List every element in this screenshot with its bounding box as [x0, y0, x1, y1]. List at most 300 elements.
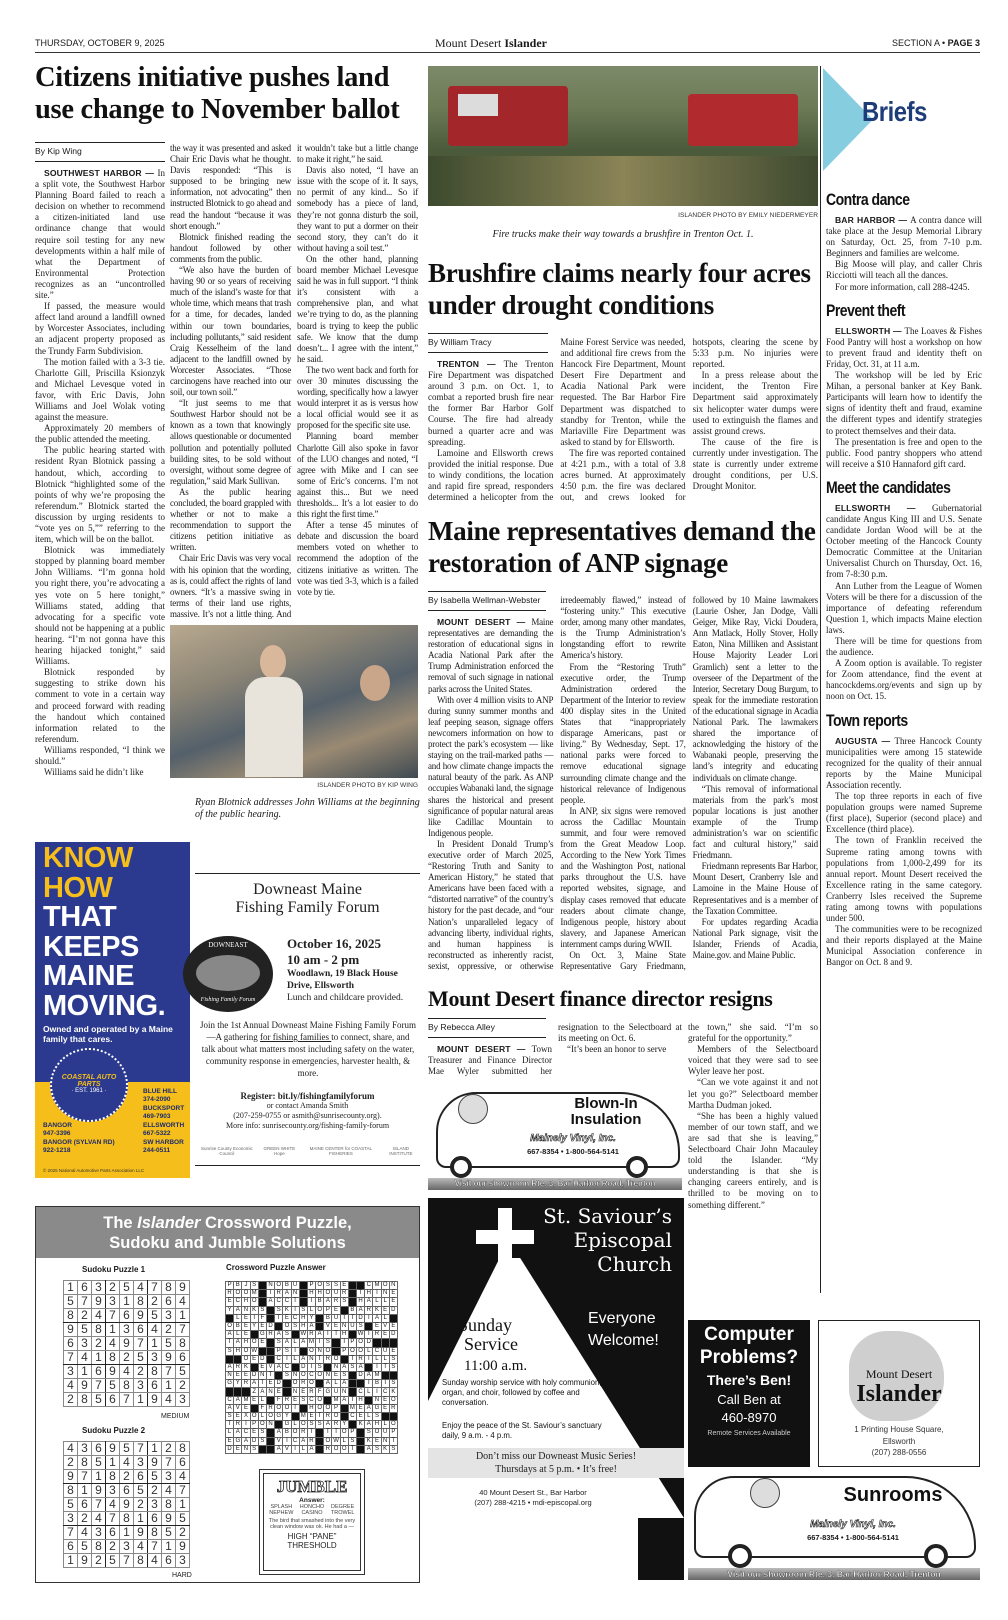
crossword-cell: S — [275, 1339, 283, 1347]
crossword-cell: A — [365, 1372, 373, 1380]
st-saviours-church-ad[interactable] — [428, 1198, 684, 1580]
sudoku-cell: 1 — [78, 1484, 92, 1498]
crossword-black-cell — [316, 1445, 324, 1453]
crossword-cell: L — [307, 1306, 315, 1314]
crossword-cell: C — [366, 1282, 371, 1289]
paragraph: A Zoom option is available. To register for Zoom attendance, find the event at hancockdems.org/events and sign up by noon on Oct. 15. — [826, 658, 982, 702]
crossword-cell: P — [332, 1404, 340, 1412]
paragraph: In President Donald Trump’s executive order of March 2025, “Restoring Truth and Sanity to American History,” he stated that Americans have been faced with a “distorted narrative” of the country’s history for the past decade, and “our Nation’s unparalleled legacy of advancing liberty, individual rights, and human happiness is reconstructed as inherently racist, sexist, oppressive, or otherwise irredeemably flawed,” instead of “fostering unity.” This executive order, among many other mandates, is the Trump Administration’s longstanding effort to rewrite America’s history. — [428, 595, 686, 971]
fishing-title-2: Fishing Family Forum — [235, 899, 380, 916]
crossword-cell: U — [382, 1429, 388, 1436]
masthead-name: Islander — [504, 36, 548, 50]
crossword-cell: O — [317, 1404, 322, 1411]
fire-truck — [688, 94, 798, 146]
paragraph — [826, 736, 982, 791]
crossword-cell: E — [307, 1413, 315, 1421]
dateline: MOUNT DESERT — — [437, 1044, 532, 1054]
crossword-cell: C — [235, 1298, 240, 1305]
crossword-cell: S — [389, 1355, 397, 1363]
sudoku-cell: 2 — [148, 1295, 162, 1309]
crossword-cell: R — [325, 1445, 331, 1452]
napa-headline-line: KNOW — [43, 842, 133, 874]
article-columns — [428, 595, 818, 979]
crossword-cell: C — [309, 1372, 314, 1379]
crossword-cell: O — [284, 1323, 290, 1330]
sudoku-cell: 9 — [148, 1393, 162, 1407]
crossword-cell: D — [366, 1339, 371, 1346]
church-contact[interactable]: (207) 288-4215 • mdi-episcopal.org — [474, 1498, 592, 1507]
sudoku-cell: 1 — [106, 1456, 120, 1470]
sudoku-cell: 3 — [134, 1379, 148, 1393]
crossword-cell: L — [381, 1298, 389, 1306]
showroom-banner: Visit our showroom Rte. 3, Bar Harbor Road, Trenton — [688, 1568, 980, 1580]
crossword-cell: A — [275, 1445, 283, 1453]
crossword-cell: D — [251, 1372, 257, 1379]
crossword-cell: E — [242, 1372, 250, 1380]
crossword-cell: E — [389, 1322, 397, 1330]
crossword-cell: I — [381, 1380, 389, 1388]
crossword-row — [226, 1355, 398, 1363]
sudoku-cell: 6 — [162, 1295, 176, 1309]
masthead-pre: Mount Desert — [435, 36, 505, 50]
crossword-cell: R — [309, 1388, 314, 1395]
sudoku-row — [64, 1323, 190, 1337]
crossword-cell: C — [284, 1363, 290, 1370]
sudoku-cell: 6 — [176, 1456, 190, 1470]
church-name: Church — [597, 1252, 672, 1276]
sudoku-cell: 7 — [92, 1498, 106, 1512]
crossword-cell: N — [292, 1388, 298, 1395]
article-columns — [428, 1022, 682, 1084]
section-label: SECTION A — [891, 38, 940, 48]
crossword-cell: O — [341, 1445, 347, 1452]
crossword-black-cell — [299, 1404, 307, 1412]
sudoku-cell: 4 — [120, 1456, 134, 1470]
sudoku-row — [64, 1442, 190, 1456]
crossword-cell: S — [283, 1372, 291, 1380]
byline: By Isabella Wellman-Webster — [428, 591, 546, 611]
sudoku-cell: 8 — [120, 1512, 134, 1526]
crossword-cell: R — [325, 1355, 331, 1362]
crossword-cell: R — [366, 1306, 371, 1313]
crossword-cell: Y — [250, 1322, 258, 1330]
crossword-cell: S — [373, 1413, 381, 1421]
dateline: ELLSWORTH — — [835, 325, 905, 336]
paragraph-text: In a split vote, the Southwest Harbor Planning Board failed to reach a decision on whether to recommend a citizen-initiated land use ordinance change that would require soil testing for any new developments within a half mile of what the Department of Environmental Protection recognizes as an “uncontrolled site.” — [35, 168, 165, 301]
dateline: SOUTHWEST HARBOR — — [44, 168, 158, 178]
napa-headline — [43, 844, 165, 1021]
driver-icon — [458, 1094, 488, 1124]
sudoku-cell: 1 — [148, 1442, 162, 1456]
crossword-row — [226, 1396, 398, 1404]
crossword-black-cell — [283, 1380, 291, 1388]
paragraph: Davis also noted, “I have an issue with the scope of it. It says, no permit of any kind... So if somebody has a piece of land, they’re not gonna disturb the soil, they want to put a dormer on their second story, they can’t do it without having a soil test.” — [297, 165, 418, 253]
crossword-black-cell — [316, 1437, 324, 1445]
crossword-row — [226, 1372, 398, 1380]
photo-caption: Ryan Blotnick addresses John Williams at the beginning of the public hearing. — [195, 797, 420, 820]
store-phone: 469-7903 — [143, 1112, 171, 1120]
fire-trucks-photo — [428, 66, 818, 206]
sudoku-cell: 8 — [64, 1484, 78, 1498]
computer-problems-ad[interactable] — [688, 1320, 810, 1467]
crossword-cell: C — [374, 1347, 380, 1354]
crossword-cell: H — [317, 1290, 322, 1297]
title-part: The — [103, 1214, 138, 1232]
crossword-cell: A — [283, 1290, 291, 1298]
sudoku-cell: 5 — [78, 1540, 92, 1554]
crossword-black-cell — [365, 1363, 373, 1371]
jumble-logo: JUMBLE — [276, 1477, 348, 1496]
sudoku-cell: 8 — [134, 1295, 148, 1309]
crossword-cell: A — [275, 1331, 283, 1339]
crossword-cell: T — [381, 1363, 389, 1371]
paragraph: “Can we vote against it and not let you go?” Selectboard member Martha Dudman joked. — [688, 1077, 818, 1110]
napa-headline-line: MAINE — [43, 960, 134, 992]
crossword-black-cell — [357, 1282, 365, 1290]
sudoku-cell: 8 — [148, 1526, 162, 1540]
register-link[interactable]: Register: bit.ly/fishingfamilyforum — [240, 1091, 375, 1101]
crossword-black-cell — [357, 1445, 365, 1453]
crossword-cell: O — [292, 1429, 298, 1436]
paragraph: On the other hand, planning board member Michael Levesque said he was in full support. “I think it’s consistent with a comprehensive plan, and what we’re trying to do, as the planning board is trying to keep the public safe. We know that the dump doesn’t... I agree with the intent,” he said. — [297, 253, 418, 364]
crossword-row — [226, 1380, 398, 1388]
crossword-black-cell — [381, 1413, 389, 1421]
store-location — [43, 1122, 72, 1137]
paragraph: Members of the Selectboard voiced that they were sad to see Wyler leave her post. — [688, 1044, 818, 1077]
crossword-cell: E — [291, 1396, 299, 1404]
crossword-cell: X — [242, 1413, 250, 1421]
crossword-black-cell — [291, 1331, 299, 1339]
crossword-cell: A — [365, 1298, 373, 1306]
sudoku-cell: 7 — [120, 1393, 134, 1407]
paragraph-text: The Trenton Fire Department was dispatched around 3 p.m. on Oct. 1, to combat a reported brush fire near the former Bar Harbor Golf Course. The fire had already burned a quarter acre and was spreading. — [428, 359, 554, 447]
ad-title: Insulation — [570, 1111, 642, 1128]
crossword-cell: U — [292, 1282, 298, 1289]
crossword-cell: N — [325, 1372, 331, 1379]
crossword-cell: T — [357, 1290, 365, 1298]
sudoku-cell: 8 — [92, 1540, 106, 1554]
crossword-cell: O — [243, 1355, 249, 1362]
crossword-cell: L — [258, 1413, 266, 1421]
crossword-cell: E — [381, 1396, 389, 1404]
sudoku-cell: 1 — [162, 1540, 176, 1554]
crossword-row — [226, 1445, 398, 1453]
crossword-cell: A — [299, 1339, 307, 1347]
sudoku-cell: 6 — [134, 1470, 148, 1484]
article-columns — [170, 143, 418, 621]
sudoku-cell: 4 — [64, 1442, 78, 1456]
sudoku-cell: 3 — [64, 1512, 78, 1526]
crossword-cell: P — [348, 1429, 356, 1437]
crossword-cell: O — [251, 1339, 257, 1346]
address: Ellsworth — [882, 1436, 916, 1446]
sudoku-cell: 2 — [120, 1470, 134, 1484]
crossword-cell: D — [276, 1380, 281, 1387]
crossword-cell: L — [226, 1429, 234, 1437]
sudoku-row — [64, 1456, 190, 1470]
crossword-cell: O — [350, 1347, 355, 1354]
crossword-cell: A — [242, 1437, 250, 1445]
crossword-black-cell — [299, 1298, 307, 1306]
crossword-cell: H — [358, 1396, 363, 1403]
crossword-cell: S — [340, 1372, 348, 1380]
crossword-black-cell — [275, 1372, 283, 1380]
sudoku-cell: 9 — [162, 1512, 176, 1526]
crossword-cell: A — [307, 1445, 315, 1453]
sudoku-cell: 9 — [106, 1442, 120, 1456]
sudoku-row — [64, 1295, 190, 1309]
photo-credit: ISLANDER PHOTO BY KIP WING — [317, 782, 418, 789]
crossword-cell: I — [266, 1290, 274, 1298]
crossword-cell: E — [357, 1404, 365, 1412]
byline-spacer — [428, 1022, 552, 1044]
paragraph: The fire was reported contained at 4:21 p.m., with a total of 3.8 acres burned. At approximately 4:50 p.m. the fire was declared out, and crews looked for hotspots, clearing the scene by 5:33 p.m. No injuries were reported. — [560, 337, 818, 503]
crossword-cell: S — [250, 1445, 258, 1453]
ad-line: Call Ben at — [717, 1392, 781, 1407]
crossword-cell: E — [332, 1372, 340, 1380]
crossword-cell: R — [358, 1355, 363, 1362]
crossword-black-cell — [316, 1322, 324, 1330]
crossword-cell: S — [283, 1347, 291, 1355]
crossword-black-cell — [226, 1355, 234, 1363]
sudoku-cell: 8 — [106, 1351, 120, 1365]
paragraph: The town of Franklin received the Supreme rating among towns with populations from 1,000-2,499 for its annual report. Mount Desert received the Excellence rating in the same category. Cranberry Isles received the Supreme rating among towns with populations under 500. — [826, 835, 982, 924]
islander-ad[interactable] — [818, 1320, 980, 1467]
crossword-cell: V — [283, 1445, 291, 1453]
crossword-cell: G — [284, 1421, 290, 1428]
sudoku-cell: 8 — [92, 1323, 106, 1337]
crossword-cell: O — [358, 1339, 363, 1346]
sudoku-cell: 7 — [148, 1540, 162, 1554]
crossword-cell: C — [284, 1298, 290, 1305]
sudoku-cell: 6 — [92, 1442, 106, 1456]
crossword-black-cell — [316, 1429, 324, 1437]
crossword-cell: O — [333, 1355, 339, 1362]
crossword-cell: O — [243, 1290, 249, 1297]
sudoku-cell: 5 — [176, 1512, 190, 1526]
photo-caption: Fire trucks make their way towards a brushfire in Trenton Oct. 1. — [492, 229, 754, 240]
wheel-icon — [728, 1544, 752, 1568]
crossword-cell: D — [268, 1323, 273, 1330]
crossword-cell: I — [365, 1355, 373, 1363]
sunrooms-ad[interactable] — [688, 1474, 980, 1580]
crossword-black-cell — [389, 1372, 397, 1380]
crossword-black-cell — [226, 1388, 234, 1396]
crossword-cell: B — [283, 1282, 291, 1290]
crossword-cell: D — [251, 1437, 257, 1444]
sudoku-cell: 4 — [106, 1337, 120, 1351]
sudoku-cell: 6 — [120, 1309, 134, 1323]
crossword-cell: S — [283, 1331, 291, 1339]
desc-link[interactable]: for fishing families — [260, 1032, 332, 1042]
sudoku-cell: 9 — [78, 1379, 92, 1393]
sudoku-row — [64, 1365, 190, 1379]
crossword-cell: O — [251, 1413, 257, 1420]
crossword-cell: O — [276, 1282, 282, 1289]
crossword-cell: B — [324, 1314, 332, 1322]
crossword-cell: H — [243, 1298, 249, 1305]
crossword-cell: I — [365, 1314, 373, 1322]
crossword-cell: S — [316, 1363, 324, 1371]
sudoku-cell: 1 — [78, 1365, 92, 1379]
crossword-cell: T — [324, 1429, 332, 1437]
crossword-cell: S — [250, 1282, 258, 1290]
crossword-cell: R — [268, 1404, 273, 1411]
crossword-cell: L — [373, 1355, 381, 1363]
crossword-cell: S — [299, 1396, 307, 1404]
sudoku-cell: 4 — [92, 1512, 106, 1526]
welcome-text: Everyone — [588, 1310, 656, 1327]
napa-headline-line: HOW — [43, 871, 113, 904]
sudoku-row — [64, 1526, 190, 1540]
sudoku-cell: 7 — [106, 1309, 120, 1323]
paragraph: “This removal of informational materials from the park’s most popular locations is just another example of the Trump administration’s war on scientific fact and cultural history,” said Friedmann. — [692, 783, 818, 861]
sudoku-cell: 7 — [64, 1526, 78, 1540]
article-headline: Citizens initiative pushes land use change to November ballot — [35, 62, 400, 125]
crossword-cell: M — [243, 1396, 249, 1403]
crossword-cell: V — [381, 1322, 389, 1330]
crossword-cell: O — [243, 1347, 249, 1354]
crossword-cell: P — [226, 1282, 234, 1290]
crossword-row — [226, 1298, 398, 1306]
article-column — [688, 1022, 818, 1312]
crossword-row — [226, 1437, 398, 1445]
paragraph: The two went back and forth for over 30 minutes discussing the wording, specifically how a lawyer would interpret it as is versus how a local official would see it as proposed for the specific site use. — [297, 364, 418, 431]
crossword-cell: B — [283, 1429, 291, 1437]
sudoku-cell: 7 — [176, 1323, 190, 1337]
sudoku-cell: 6 — [78, 1281, 92, 1295]
phone-numbers: 667-8354 • 1-800-564-5141 — [807, 1533, 899, 1542]
crossword-cell: T — [291, 1298, 299, 1306]
sudoku-row — [64, 1337, 190, 1351]
brief-heading: Meet the candidates — [826, 478, 951, 497]
page-number: PAGE 3 — [947, 38, 980, 48]
crossword-cell: T — [258, 1380, 266, 1388]
blown-in-insulation-ad[interactable] — [428, 1086, 682, 1190]
crossword-cell: A — [324, 1421, 332, 1429]
crossword-cell: T — [316, 1355, 324, 1363]
title-part: Crossword Puzzle, — [200, 1214, 352, 1232]
crossword-cell: R — [284, 1396, 290, 1403]
sudoku-row — [64, 1540, 190, 1554]
sudoku-cell: 6 — [106, 1393, 120, 1407]
crossword-cell: S — [324, 1282, 332, 1290]
crossword-black-cell — [381, 1339, 389, 1347]
crossword-black-cell — [299, 1290, 307, 1298]
crossword-cell: E — [234, 1445, 242, 1453]
crossword-cell: E — [275, 1388, 283, 1396]
crossword-cell: S — [332, 1282, 340, 1290]
sudoku-cell: 4 — [134, 1540, 148, 1554]
more-info-link[interactable]: More info: sunrisecounty.org/fishing-family-forum — [225, 1121, 390, 1130]
crossword-cell: F — [316, 1388, 324, 1396]
crossword-black-cell — [266, 1429, 274, 1437]
napa-ad[interactable] — [35, 842, 190, 1178]
crossword-black-cell — [266, 1306, 274, 1314]
fishing-title-1: Downeast Maine — [253, 881, 362, 898]
sudoku-cell: 2 — [92, 1337, 106, 1351]
crossword-cell: D — [358, 1372, 363, 1379]
sudoku-cell: 1 — [106, 1323, 120, 1337]
crossword-cell: G — [276, 1413, 282, 1420]
crossword-cell: B — [373, 1380, 381, 1388]
crossword-black-cell — [234, 1388, 242, 1396]
sudoku-cell: 8 — [134, 1554, 148, 1568]
crossword-cell: S — [389, 1363, 397, 1371]
crossword-cell: N — [260, 1372, 265, 1379]
crossword-cell: T — [348, 1445, 356, 1453]
crossword-cell: A — [316, 1331, 324, 1339]
dateline: TRENTON — — [437, 359, 504, 369]
crossword-cell: I — [242, 1421, 250, 1429]
logo-top-text: DOWNEAST — [208, 941, 248, 949]
sudoku-cell: 6 — [162, 1554, 176, 1568]
crossword-cell: O — [325, 1437, 331, 1444]
paragraph: On Oct. 3, Maine State Representative Gary Friedmann, followed by 10 Maine lawmakers (Laurie Osher, Jan Dodge, Valli Geiger, Mike Ray, Vicki Doudera, Ann Matlack, Holly Stover, Holly Eaton, Nina Milliken and Assistant House Majority Leader Lori Gramlich) sent a letter to the overseer of the Department of the Interior, Secretary Doug Burgum, to speak for the immediate restoration of the educational signage in Acadia National Park. The lawmakers shared the importance of acknowledging the history of the Wabanaki people, preserving the land’s integrity and educating individuals on climate change. — [560, 595, 818, 972]
crossword-cell: N — [227, 1372, 232, 1379]
crossword-black-cell — [348, 1298, 356, 1306]
crossword-cell: O — [374, 1429, 380, 1436]
crossword-cell: L — [365, 1413, 373, 1421]
byline-spacer — [428, 337, 553, 359]
crossword-cell: T — [275, 1314, 283, 1322]
crossword-cell: L — [258, 1396, 266, 1404]
contact-line: or contact Amanda Smith — [266, 1101, 349, 1110]
issue-date: THURSDAY, OCTOBER 9, 2025 — [35, 38, 165, 48]
crossword-cell: T — [266, 1372, 274, 1380]
crossword-cell: N — [382, 1290, 388, 1297]
sudoku-row — [64, 1554, 190, 1568]
crossword-cell: L — [291, 1339, 299, 1347]
crossword-cell: I — [324, 1331, 332, 1339]
crossword-cell: O — [300, 1372, 306, 1379]
sudoku-cell: 7 — [78, 1295, 92, 1309]
sudoku-cell: 5 — [64, 1295, 78, 1309]
church-name: St. Saviour’s — [543, 1204, 672, 1228]
crossword-cell: S — [226, 1347, 234, 1355]
boat-icon — [196, 955, 260, 991]
crossword-cell: I — [307, 1298, 315, 1306]
crossword-black-cell — [348, 1421, 356, 1429]
crossword-black-cell — [365, 1396, 373, 1404]
sudoku-row — [64, 1309, 190, 1323]
crossword-cell: A — [234, 1339, 242, 1347]
crossword-cell: S — [340, 1298, 348, 1306]
sudoku-cell: 7 — [134, 1442, 148, 1456]
crossword-cell: E — [258, 1339, 266, 1347]
store-location — [143, 1122, 184, 1137]
brief-body — [826, 215, 982, 293]
crossword-black-cell — [340, 1306, 348, 1314]
crossword-row — [226, 1282, 398, 1290]
crossword-cell: Y — [234, 1380, 242, 1388]
paragraph: Williams said he didn’t like — [44, 767, 144, 778]
paragraph-text: Maine representatives are demanding the restoration of educational signs in Acadia National Park after the Trump Administration enforced the removal of such signage in national parks across the United States. — [428, 617, 554, 694]
crossword-cell: N — [333, 1363, 339, 1370]
sudoku-cell: 2 — [64, 1393, 78, 1407]
crossword-cell: H — [309, 1404, 314, 1411]
sudoku-cell: 9 — [92, 1484, 106, 1498]
crossword-cell: S — [226, 1413, 234, 1421]
sudoku-cell: 7 — [92, 1379, 106, 1393]
crossword-cell: R — [227, 1290, 232, 1297]
company-name: Mainely Vinyl, Inc. — [810, 1519, 896, 1530]
sudoku-cell: 9 — [106, 1365, 120, 1379]
fishing-forum-ad[interactable] — [195, 873, 420, 1166]
sponsor-logo: ISLAND INSTITUTE — [389, 1146, 413, 1156]
sudoku-row — [64, 1379, 190, 1393]
crossword-black-cell — [357, 1429, 365, 1437]
